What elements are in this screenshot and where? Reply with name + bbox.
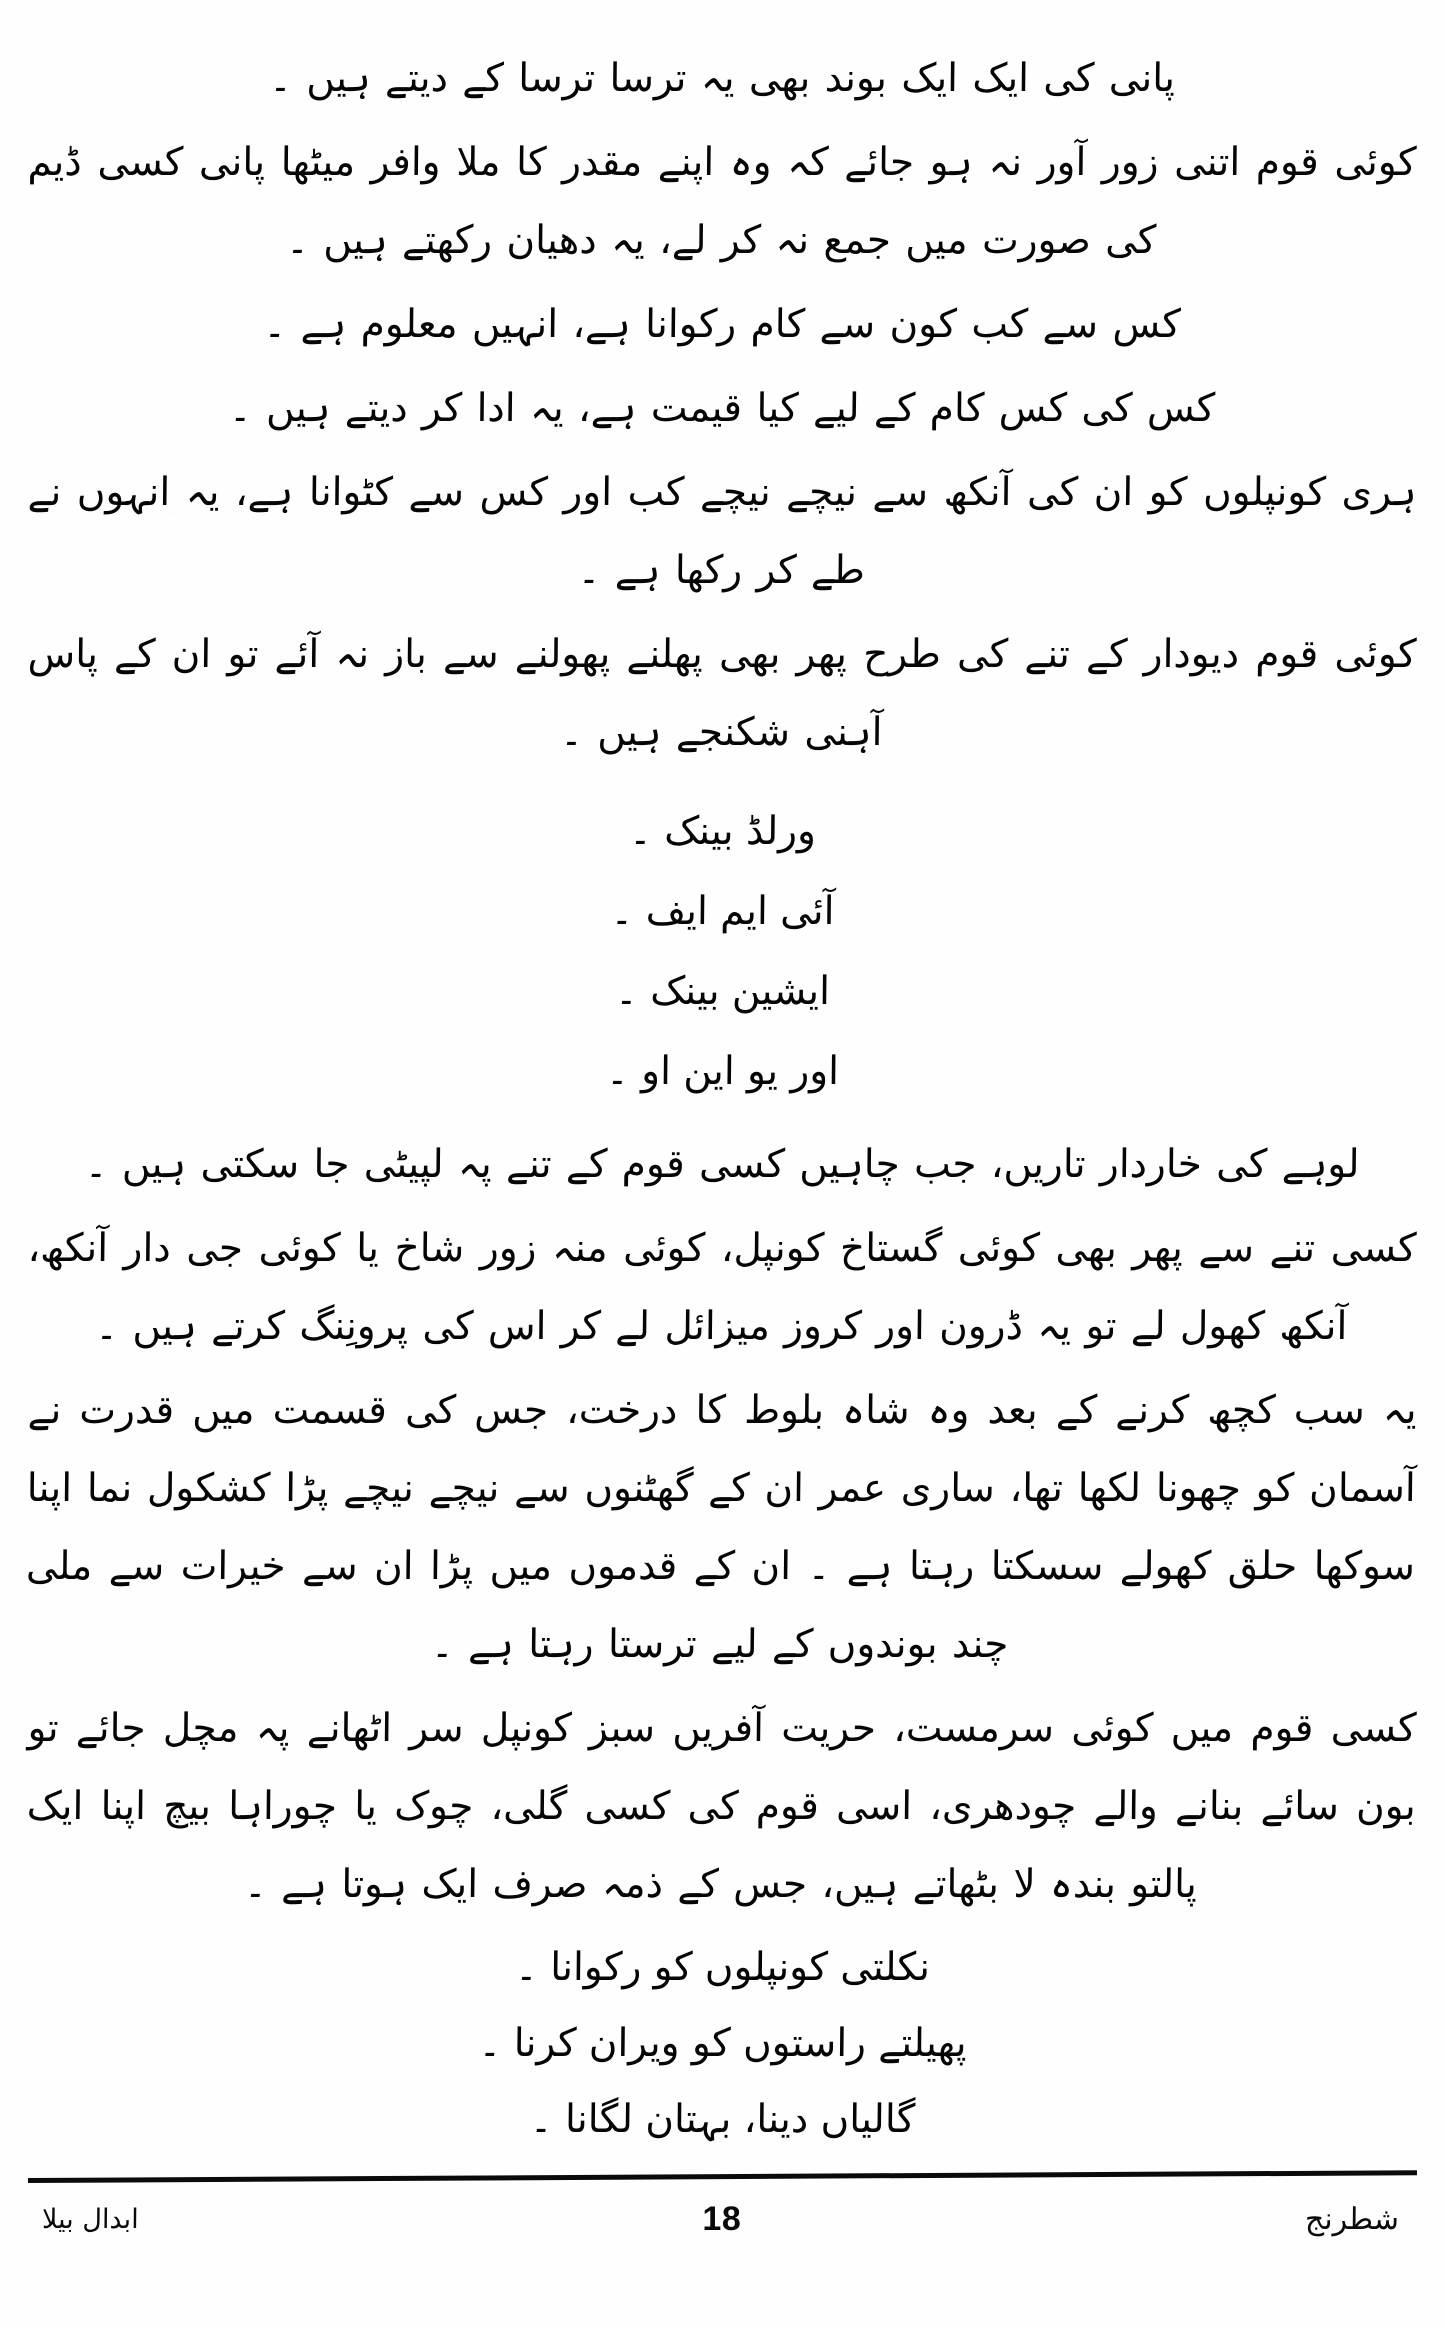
list-item-stop-sprouts: نکلتی کونپلوں کو رکوانا ۔ <box>514 1945 931 1990</box>
list-item-world-bank: ورلڈ بینک ۔ <box>628 809 817 854</box>
block-spacer <box>28 778 1417 792</box>
paragraph: کوئی قوم اتنی زور آور نہ ہو جائے کہ وہ اپنے مقدر کا ملا وافر میٹھا پانی کسی ڈیم کی صورت میں جمع نہ کر لے، یہ دھیان رکھتے ہیں ۔ <box>27 140 1417 263</box>
footer-book-title: شطرنج <box>1304 2202 1400 2237</box>
paragraph: کس سے کب کون سے کام رکوانا ہے، انہیں معلوم ہے ۔ <box>263 302 1182 347</box>
paragraph: لوہے کی خاردار تاریں، جب چاہیں کسی قوم کے تنے پہ لپیٹی جا سکتی ہیں ۔ <box>84 1142 1360 1187</box>
paragraph: پانی کی ایک ایک بوند بھی یہ ترسا ترسا کے دیتے ہیں ۔ <box>268 56 1176 101</box>
paragraph: کس کی کس کام کے لیے کیا قیمت ہے، یہ ادا کر دیتے ہیں ۔ <box>228 386 1216 431</box>
page-number: 18 <box>702 2200 742 2238</box>
list-item-un: اور یو این او ۔ <box>605 1049 840 1094</box>
paragraph: کسی قوم میں کوئی سرمست، حریت آفریں سبز کونپل سر اٹھانے پہ مچل جائے تو بون سائے بنانے والے چودھری، اسی قوم کی کسی گلی، چوک یا چوراہا بیچ اپنا ایک پالتو بندہ لا بٹھاتے ہیں، جس کے ذمہ صرف ایک ہوتا ہے ۔ <box>26 1706 1417 1907</box>
footer-author: ابدال بیلا <box>41 2204 139 2235</box>
paragraph: ہری کونپلوں کو ان کی آنکھ سے نیچے نیچے کب اور کس سے کٹوانا ہے، یہ انہوں نے طے کر رکھا ہے ۔ <box>27 470 1417 593</box>
paragraph: یہ سب کچھ کرنے کے بعد وہ شاہ بلوط کا درخت، جس کی قسمت میں قدرت نے آسمان کو چھونا لکھا تھا، ساری عمر ان کے گھٹنوں سے نیچے نیچے پڑا کشکول نما اپنا سوکھا حلق کھولے سسکتا رہتا ہے ۔ ان کے قدموں میں پڑا ان سے خیرات سے ملی چند بوندوں کے لیے ترستا رہتا ہے ۔ <box>25 1388 1417 1667</box>
footer-row <box>28 2200 1417 2239</box>
page-body-text <box>25 40 1417 2178</box>
paragraph: کسی تنے سے پھر بھی کوئی گستاخ کونپل، کوئی منہ زور شاخ یا کوئی جی دار آنکھ، آنکھ کھول لے تو یہ ڈرون اور کروز میزائل لے کر اس کی پرونِنگ کرتے ہیں ۔ <box>27 1226 1417 1349</box>
page-footer <box>28 2178 1417 2274</box>
block-spacer <box>28 1112 1417 1126</box>
paragraph: کوئی قوم دیودار کے تنے کی طرح پھر بھی پھلنے پھولنے سے باز نہ آئے تو ان کے پاس آہنی شکنجے ہیں ۔ <box>27 632 1417 755</box>
list-item-imf: آئی ایم ایف ۔ <box>610 889 835 934</box>
list-item-desolate-paths: پھیلتے راستوں کو ویران کرنا ۔ <box>478 2021 967 2066</box>
list-item-asian-bank: ایشین بینک ۔ <box>614 969 831 1014</box>
list-item-abuse-slander: گالیاں دینا، بہتان لگانا ۔ <box>529 2097 916 2142</box>
